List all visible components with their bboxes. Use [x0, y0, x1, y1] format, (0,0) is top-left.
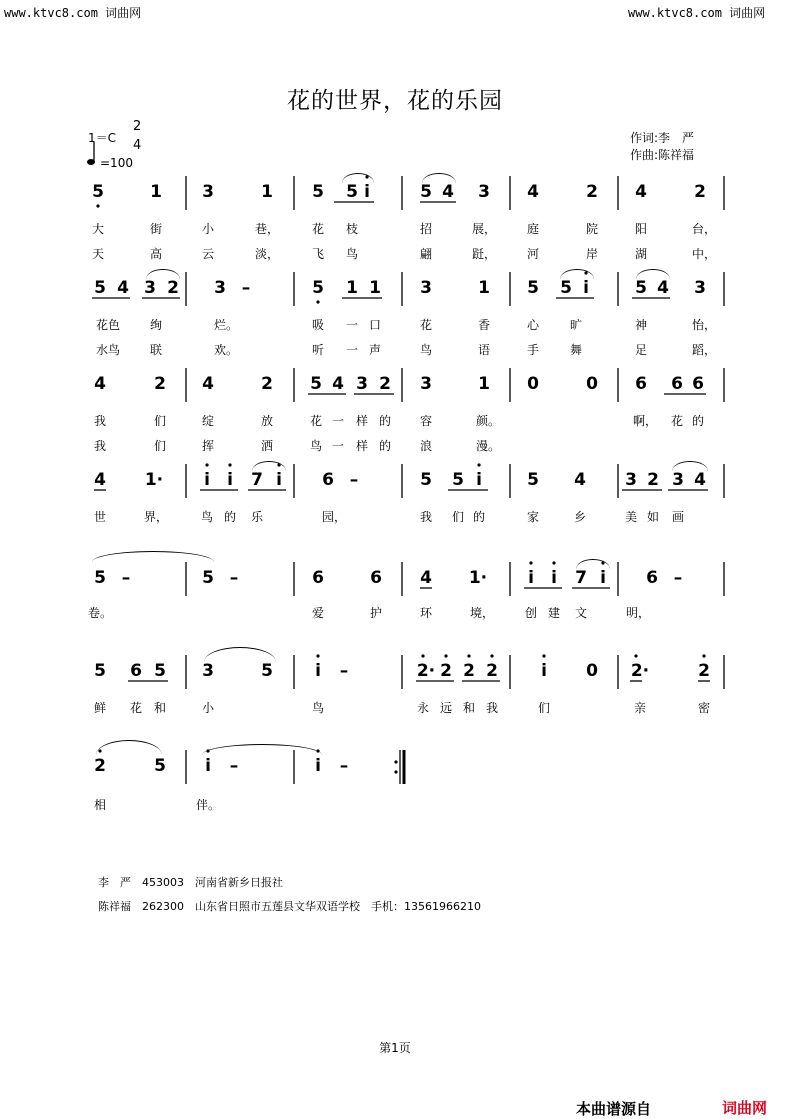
note: 6 [370, 568, 382, 588]
note: 3 [356, 374, 368, 394]
lyric: 心 [526, 318, 540, 332]
lyric: 伴。 [195, 798, 221, 812]
lyric: 我 [93, 414, 107, 428]
note: 3 [478, 182, 490, 202]
note: 2 [440, 661, 452, 681]
lyric: 相 [93, 798, 107, 812]
lyric: 巷， [254, 222, 280, 236]
lyric: 阳 [634, 222, 648, 236]
lyric: 展， [471, 222, 497, 236]
note: i [528, 568, 534, 588]
lyric: 花 [309, 414, 323, 428]
note: – [339, 661, 349, 681]
note: 3 [214, 278, 226, 298]
lyric: 永 [416, 701, 430, 715]
lyric: 颜。 [475, 414, 501, 428]
note: i [315, 756, 321, 776]
note: 0 [527, 374, 539, 394]
note: 5 [420, 470, 432, 490]
lyric: 声 [368, 343, 382, 357]
note: i [364, 182, 370, 202]
note: i [204, 470, 210, 490]
note: 6 [671, 374, 683, 394]
lyric: 样 [355, 439, 369, 453]
note: – [673, 568, 683, 588]
note: i [600, 568, 606, 588]
lyric: 卷。 [87, 606, 113, 620]
note: 4 [420, 568, 432, 588]
note: 2 [647, 470, 659, 490]
lyric: 街 [149, 222, 163, 236]
note: 3 [420, 374, 432, 394]
lyric: 放 [260, 414, 274, 428]
barlines [86, 560, 726, 600]
note: 4 [442, 182, 454, 202]
note: 4 [574, 470, 586, 490]
note: 5 [527, 278, 539, 298]
note: 5 [310, 374, 322, 394]
note: 4 [332, 374, 344, 394]
lyric: 云 [201, 247, 215, 261]
note: 5 [527, 470, 539, 490]
note: 0 [586, 374, 598, 394]
score-row-5 [86, 560, 726, 630]
note: 4 [94, 374, 106, 394]
note: 6 [312, 568, 324, 588]
lyric: 一 [331, 414, 345, 428]
source-site-link[interactable]: 词曲网 [722, 1099, 768, 1117]
note: 2 [379, 374, 391, 394]
lyric: 样 [355, 414, 369, 428]
lyric: 明， [625, 606, 651, 620]
note: – [349, 470, 359, 490]
lyric: 枝 [345, 222, 359, 236]
barlines [86, 366, 726, 406]
lyric: 台， [691, 222, 717, 236]
note: i [315, 661, 321, 681]
lyric: 们 [537, 701, 551, 715]
lyric: 听 [311, 343, 325, 357]
lyric: 一 [331, 439, 345, 453]
lyric: 远 [439, 701, 453, 715]
note: 2 [167, 278, 179, 298]
lyric: 容 [419, 414, 433, 428]
note: 1 [346, 278, 358, 298]
note: 6 [130, 661, 142, 681]
note: 0 [586, 661, 598, 681]
lyric: 绽 [201, 414, 215, 428]
note: 2 [261, 374, 273, 394]
note: 5 [312, 278, 324, 298]
lyric: 境， [469, 606, 495, 620]
lyric: 我 [485, 701, 499, 715]
lyric: 文 [574, 606, 588, 620]
lyric: 高 [149, 247, 163, 261]
lyric: 中， [691, 247, 717, 261]
watermark-right: www.ktvc8.com 词曲网 [628, 6, 766, 20]
note: – [241, 278, 251, 298]
lyric: 挥 [201, 439, 215, 453]
lyric: 洒 [260, 439, 274, 453]
lyric: 欢。 [213, 343, 239, 357]
lyric: 蹈， [691, 343, 717, 357]
lyric: 的 [472, 510, 486, 524]
note: – [121, 568, 131, 588]
note: 5 [560, 278, 572, 298]
lyric: 鸟 [419, 343, 433, 357]
note: 4 [694, 470, 706, 490]
lyric: 漫。 [475, 439, 501, 453]
lyric: 我 [419, 510, 433, 524]
song-title: 花的世界，花的乐园 [287, 88, 503, 114]
composer-credit: 作曲:陈祥福 [630, 148, 695, 162]
lyric: 吸 [311, 318, 325, 332]
lyric: 密 [697, 701, 711, 715]
note: 1 [261, 182, 273, 202]
note: 1· [468, 568, 488, 588]
note: 2 [694, 182, 706, 202]
lyric: 鸟 [309, 439, 323, 453]
note: 1 [478, 278, 490, 298]
note: 1 [150, 182, 162, 202]
note: 3 [672, 470, 684, 490]
note: 1 [369, 278, 381, 298]
lyric: 花 [419, 318, 433, 332]
page-number: 第1页 [379, 1041, 411, 1055]
contact-composer: 陈祥福 262300 山东省日照市五莲县文华双语学校 手机：13561966210 [98, 900, 481, 913]
note: 4 [527, 182, 539, 202]
lyric: 一 [345, 318, 359, 332]
note: 2 [586, 182, 598, 202]
quarter-note-icon [86, 140, 98, 168]
lyric: 跹， [471, 247, 497, 261]
barlines [86, 174, 726, 214]
note: 5 [154, 756, 166, 776]
note: 5 [154, 661, 166, 681]
lyric: 鸟 [311, 701, 325, 715]
lyric: 语 [477, 343, 491, 357]
note: 4 [117, 278, 129, 298]
lyric: 岸 [585, 247, 599, 261]
note: 2 [154, 374, 166, 394]
lyric: 鸟 [200, 510, 214, 524]
lyric: 我 [93, 439, 107, 453]
lyric: 鸟 [345, 247, 359, 261]
time-signature-bottom: 4 [133, 138, 142, 153]
barlines [86, 748, 726, 788]
note: i [476, 470, 482, 490]
lyric: 一 [345, 343, 359, 357]
lyric: 花 [311, 222, 325, 236]
note: 4 [94, 470, 106, 490]
note: – [229, 756, 239, 776]
lyric: 口 [368, 318, 382, 332]
lyric: 香 [477, 318, 491, 332]
note: 5 [92, 182, 104, 202]
lyric: 庭 [526, 222, 540, 236]
lyric: 们 [153, 439, 167, 453]
note: 3 [625, 470, 637, 490]
score-row-7 [86, 748, 726, 818]
slur [204, 647, 276, 662]
lyric: 舞 [569, 343, 583, 357]
note: 5 [94, 661, 106, 681]
contact-lyricist: 李 严 453003 河南省新乡日报社 [98, 876, 283, 889]
note: i [551, 568, 557, 588]
note: 5 [312, 182, 324, 202]
note: 2 [463, 661, 475, 681]
note: 3 [694, 278, 706, 298]
lyric: 烂。 [213, 318, 239, 332]
lyric: 手 [526, 343, 540, 357]
note: 5 [452, 470, 464, 490]
lyric: 招 [419, 222, 433, 236]
note: 7 [251, 470, 263, 490]
lyric: 鲜 [93, 701, 107, 715]
lyric: 和 [153, 701, 167, 715]
note: 5 [635, 278, 647, 298]
lyric: 湖 [634, 247, 648, 261]
lyric: 天 [91, 247, 105, 261]
lyric: 啊， [632, 414, 658, 428]
note: – [229, 568, 239, 588]
lyric: 的 [378, 439, 392, 453]
lyric: 足 [634, 343, 648, 357]
score-row-6 [86, 653, 726, 723]
tempo: =100 [100, 156, 133, 170]
lyric: 小 [201, 701, 215, 715]
source-label: 本曲谱源自 [576, 1100, 652, 1118]
lyric: 花色 [95, 318, 121, 332]
lyric: 绚 [149, 318, 163, 332]
lyric: 浪 [419, 439, 433, 453]
note: i [583, 278, 589, 298]
lyric: 怡， [691, 318, 717, 332]
note: 5 [346, 182, 358, 202]
lyric: 联 [149, 343, 163, 357]
lyric: 河 [526, 247, 540, 261]
note: 6 [635, 374, 647, 394]
time-signature-top: 2 [133, 119, 142, 134]
lyric: 家 [526, 510, 540, 524]
note: i [205, 756, 211, 776]
lyric: 的 [378, 414, 392, 428]
note: 1 [478, 374, 490, 394]
slur [96, 740, 162, 755]
lyric: 画 [671, 510, 685, 524]
score-row-3 [86, 366, 726, 456]
lyric: 界， [143, 510, 169, 524]
note: 2 [698, 661, 710, 681]
lyric: 和 [462, 701, 476, 715]
lyric: 的 [691, 414, 705, 428]
note: 2 [486, 661, 498, 681]
lyric: 水鸟 [95, 343, 121, 357]
score-row-4 [86, 462, 726, 532]
note: 3 [420, 278, 432, 298]
lyric: 亲 [633, 701, 647, 715]
note: i [276, 470, 282, 490]
score-row-1 [86, 174, 726, 264]
lyric: 乐 [250, 510, 264, 524]
lyric: 如 [646, 510, 660, 524]
lyric: 园， [321, 510, 347, 524]
note: i [227, 470, 233, 490]
key-signature: 1＝C [88, 131, 117, 145]
tie [202, 744, 322, 755]
lyric: 花 [670, 414, 684, 428]
note: 5 [420, 182, 432, 202]
note: i [541, 661, 547, 681]
lyric: 小 [201, 222, 215, 236]
note: – [339, 756, 349, 776]
note: 4 [202, 374, 214, 394]
lyric: 乡 [573, 510, 587, 524]
lyric: 飞 [311, 247, 325, 261]
note: 5 [94, 278, 106, 298]
lyric: 美 [624, 510, 638, 524]
lyric: 大 [91, 222, 105, 236]
note: 3 [202, 182, 214, 202]
lyric: 的 [223, 510, 237, 524]
barlines [86, 270, 726, 310]
note: 2· [630, 661, 650, 681]
lyric: 院 [585, 222, 599, 236]
note: 5 [202, 568, 214, 588]
note: 6 [692, 374, 704, 394]
lyric: 翩 [419, 247, 433, 261]
score-row-2 [86, 270, 726, 360]
note: 3 [202, 661, 214, 681]
lyric: 旷 [569, 318, 583, 332]
lyric: 淡， [254, 247, 280, 261]
note: 2 [94, 756, 106, 776]
note: 6 [646, 568, 658, 588]
lyric: 世 [93, 510, 107, 524]
note: 5 [94, 568, 106, 588]
lyricist-credit: 作词:李 严 [630, 131, 695, 145]
lyric: 爱 [311, 606, 325, 620]
note: 7 [575, 568, 587, 588]
lyric: 创 [524, 606, 538, 620]
note: 4 [635, 182, 647, 202]
note: 3 [144, 278, 156, 298]
lyric: 护 [369, 606, 383, 620]
lyric: 花 [129, 701, 143, 715]
note: 6 [322, 470, 334, 490]
note: 1· [144, 470, 164, 490]
lyric: 们 [451, 510, 465, 524]
note: 5 [261, 661, 273, 681]
note: 4 [657, 278, 669, 298]
lyric: 神 [634, 318, 648, 332]
lyric: 建 [547, 606, 561, 620]
watermark-left: www.ktvc8.com 词曲网 [4, 6, 142, 20]
note: 2· [416, 661, 436, 681]
lyric: 们 [153, 414, 167, 428]
lyric: 环 [419, 606, 433, 620]
